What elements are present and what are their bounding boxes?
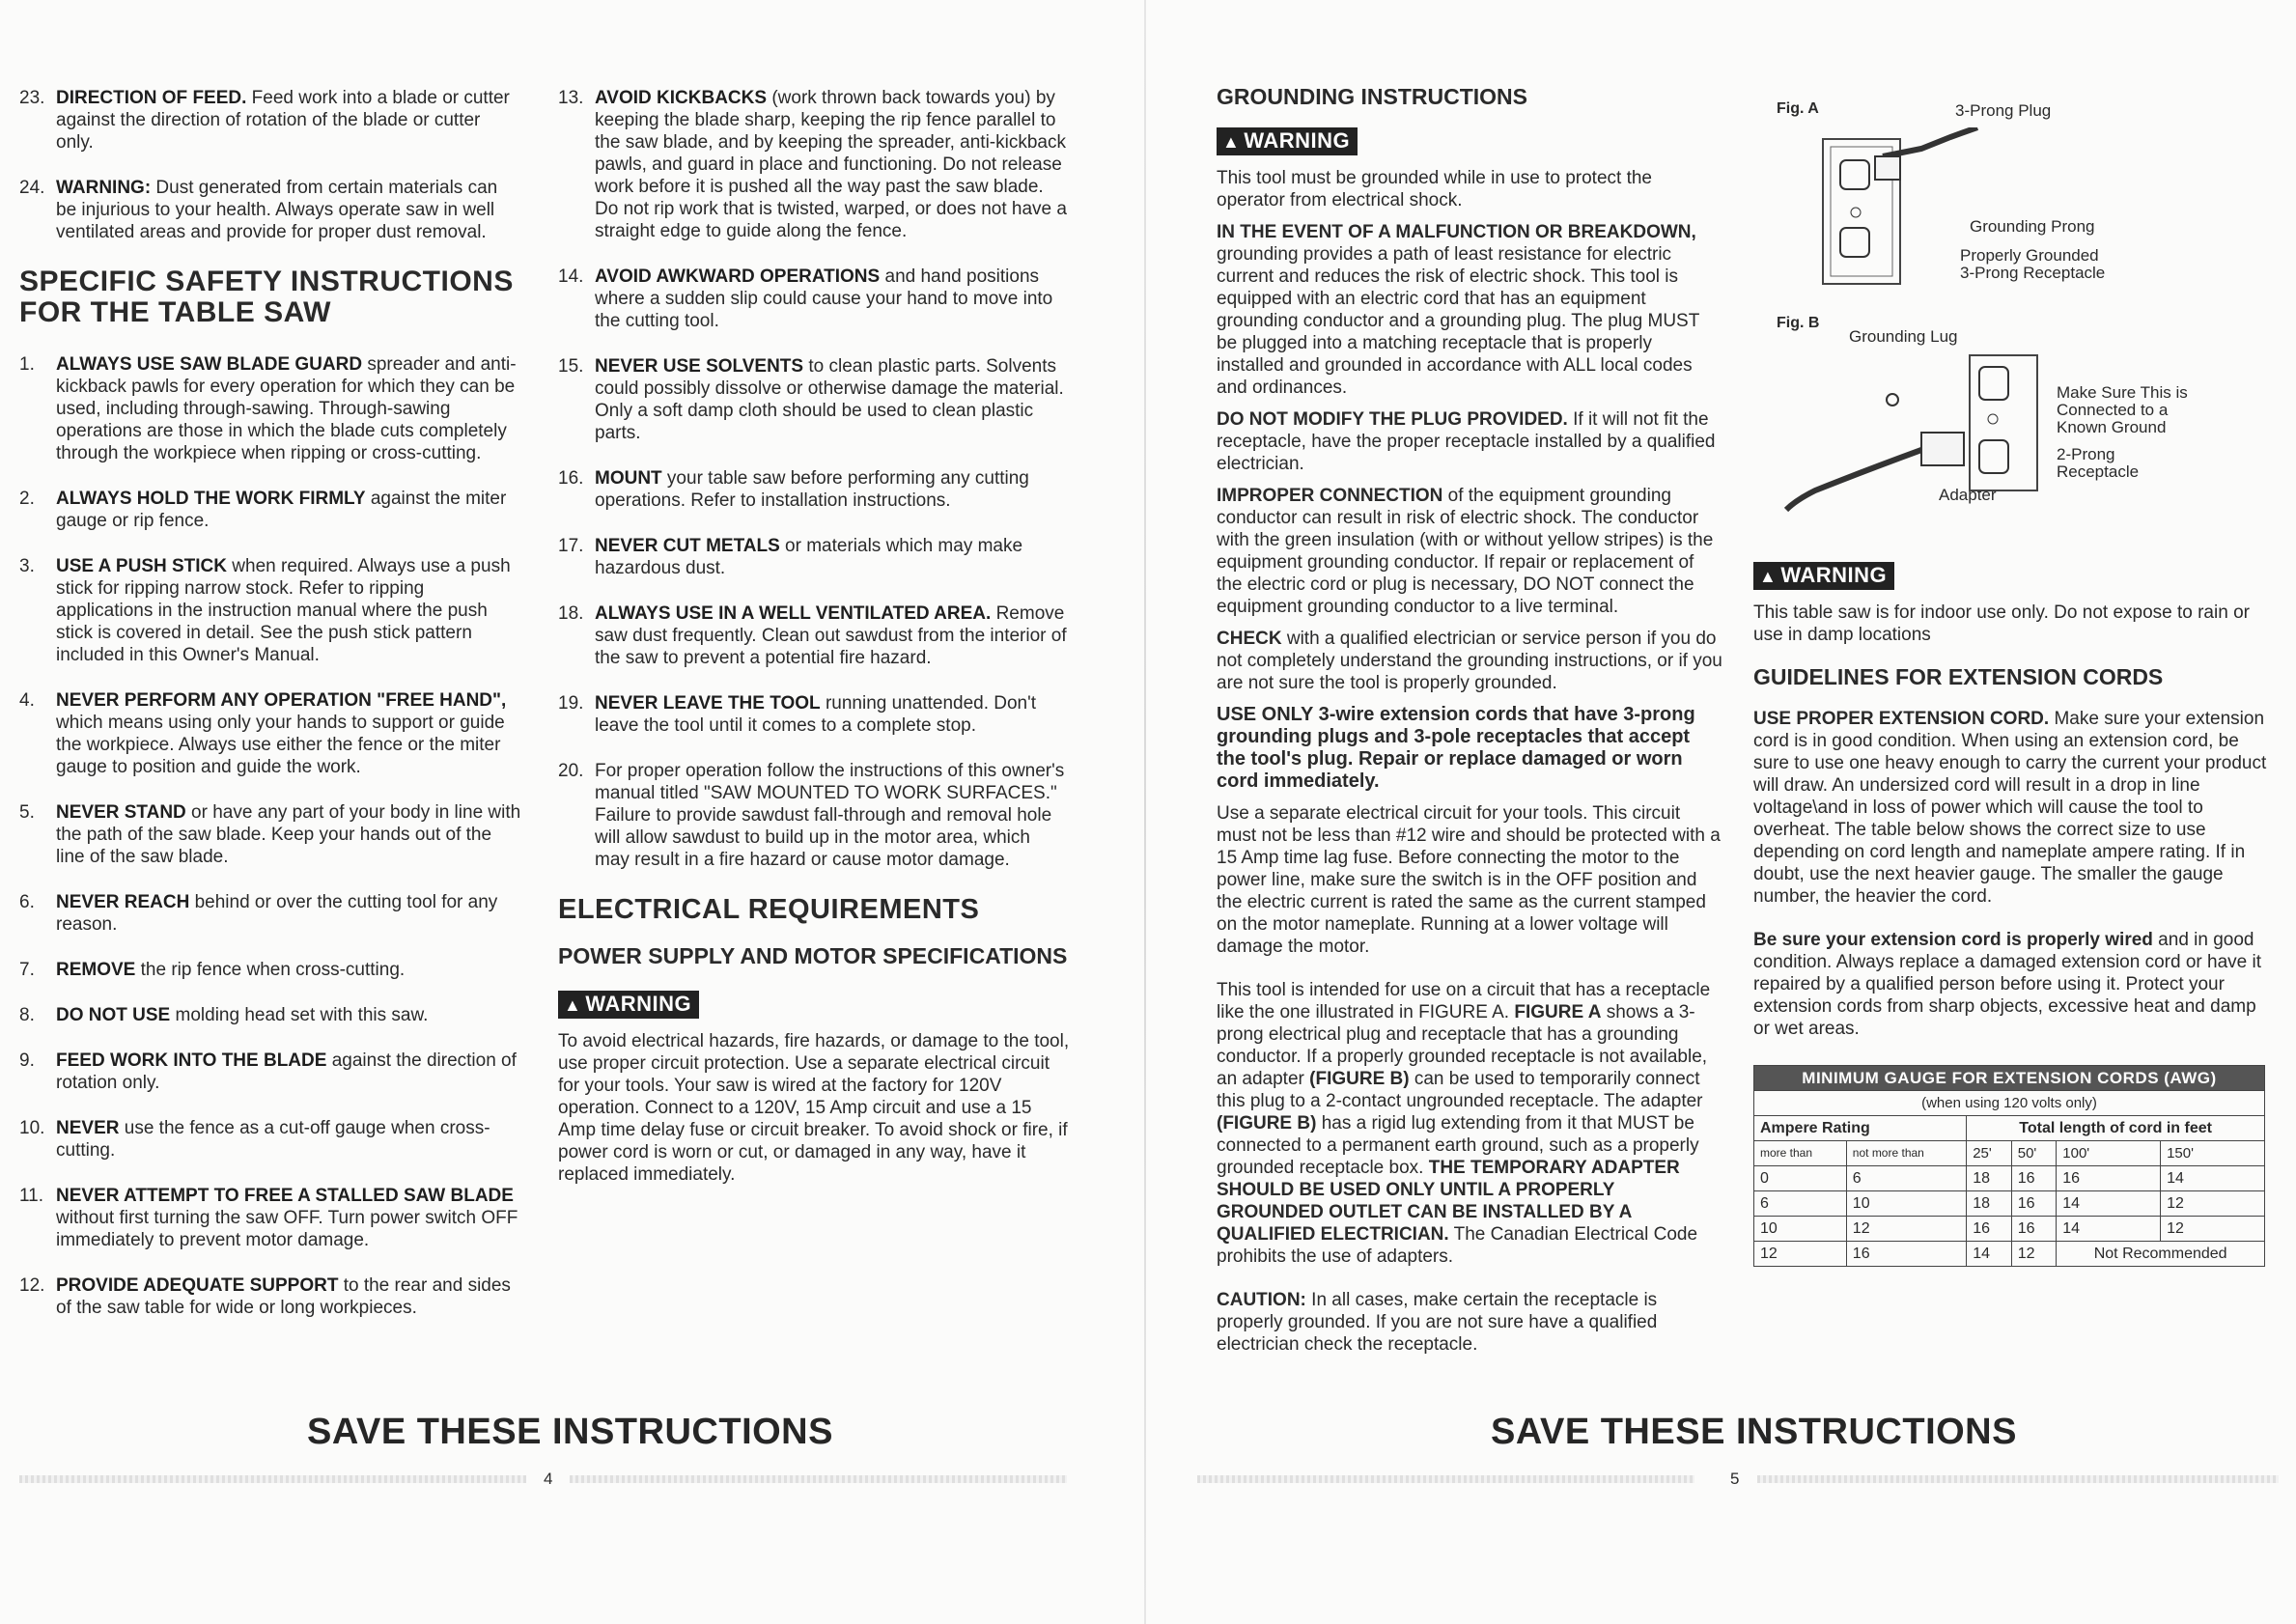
gauge-cell: 12 xyxy=(2161,1191,2265,1217)
rule-item xyxy=(558,602,1070,669)
rule-bold: NEVER CUT METALS xyxy=(595,536,780,556)
rule-number: 6. xyxy=(19,892,35,912)
electrical-requirements-heading: ELECTRICAL REQUIREMENTS xyxy=(558,894,980,925)
p8-text-i: The Canadian Electrical Code prohibits the use of adapters. xyxy=(1217,1224,1698,1267)
p8-text-c: shows a 3-prong electrical plug and receptacle that has a grounding conductor. If a properly grounded receptacle is not available, an adapter xyxy=(1217,1002,1708,1089)
gauge-row xyxy=(1754,1191,2265,1217)
fig-b-lug-label: Grounding Lug xyxy=(1849,327,1958,346)
gauge-row xyxy=(1754,1217,2265,1242)
gauge-cell: 12 xyxy=(1846,1217,1966,1242)
table-subtitle: (when using 120 volts only) xyxy=(1754,1091,2265,1116)
rule-text: and hand positions where a sudden slip could cause your hand to move into the cutting tool. xyxy=(595,266,1053,331)
p5-bold: CHECK xyxy=(1217,629,1282,649)
rule-text: running unattended. Don't leave the tool until it comes to a complete stop. xyxy=(595,693,1037,736)
caution-paragraph xyxy=(1217,1289,1723,1356)
gauge-cell: 16 xyxy=(1846,1242,1966,1267)
rule-number: 7. xyxy=(19,960,35,980)
guidelines-heading: GUIDELINES FOR EXTENSION CORDS xyxy=(1753,664,2164,689)
not-more-than-header: not more than xyxy=(1846,1141,1966,1166)
rule-text: when required. Always use a push stick for ripping narrow stock. Refer to ripping applications in the instruction manual where the push stick is covered in detail. See the push stick pattern included in this Owner's Manual. xyxy=(56,556,511,665)
specific-heading-line-2: FOR THE TABLE SAW xyxy=(19,296,331,328)
grounding-p4 xyxy=(1217,485,1723,618)
fig-b-label: Fig. B xyxy=(1777,315,1820,331)
amp-header: Ampere Rating xyxy=(1754,1116,1967,1141)
length-25: 25' xyxy=(1967,1141,2012,1166)
save-instructions-left: SAVE THESE INSTRUCTIONS xyxy=(307,1412,833,1452)
gauge-cell: 6 xyxy=(1846,1166,1966,1191)
gauge-cell: Not Recommended xyxy=(2057,1242,2265,1267)
rule-item xyxy=(19,87,521,154)
caution-bold: CAUTION: xyxy=(1217,1290,1306,1310)
fig-a-outlet-drawing xyxy=(1806,127,1979,321)
rule-number: 16. xyxy=(558,468,584,489)
p8-bold-f: (FIGURE B) xyxy=(1217,1113,1317,1134)
gauge-row xyxy=(1754,1166,2265,1191)
table-saw-rules-list-continued xyxy=(558,87,1070,871)
p8-text-e: can be used to temporarily connect this plug to a 2-contact ungrounded receptacle. The adapter xyxy=(1217,1069,1703,1111)
g1-text: Make sure your extension cord is in good condition. When using an extension cord, be sure to use one heavy enough to carry the current your product will draw. An undersized cord will result in a drop in line voltage\and in loss of power which will cause the tool to overheat. The table below shows the correct size to use depending on cord length and nameplate ampere rating. If in doubt, use the next heavier gauge. The smaller the gauge number, the heavier the cord. xyxy=(1753,709,2267,907)
left-column-1 xyxy=(19,87,521,1342)
grounding-p2 xyxy=(1217,221,1723,399)
rule-bold: AVOID KICKBACKS xyxy=(595,88,768,108)
length-150: 150' xyxy=(2161,1141,2265,1166)
gauge-cell: 16 xyxy=(2011,1191,2057,1217)
length-100: 100' xyxy=(2057,1141,2161,1166)
rule-item xyxy=(19,177,521,243)
rule-number: 3. xyxy=(19,556,35,576)
fig-a-plug-label: 3-Prong Plug xyxy=(1955,101,2052,120)
rule-bold: NEVER xyxy=(56,1118,120,1138)
rule-number: 5. xyxy=(19,802,35,823)
rule-item xyxy=(19,1117,521,1162)
caution-text: In all cases, make certain the receptacle is properly grounded. If you are not sure have a qualified electrician check the receptacle. xyxy=(1217,1290,1658,1355)
rule-number: 4. xyxy=(19,690,35,711)
rule-text: against the direction of rotation only. xyxy=(56,1050,517,1093)
rule-item xyxy=(558,266,1070,332)
fig-b-adapter-drawing xyxy=(1777,346,2057,519)
rule-number: 23. xyxy=(19,88,45,108)
rule-text: (work thrown back towards you) by keeping the blade sharp, keeping the rip fence parallel to the saw blade, and by keeping the spreader, anti-kickback pawls, and guard in place and functioning. Do not release work before it is pushed all the way past the saw blade. Do not rip work that is twisted, warped, or does not have a straight edge to guide along the fence. xyxy=(595,88,1067,241)
grounding-p7: Use a separate electrical circuit for your tools. This circuit must not be less than #12 wire and should be protected with a 15 Amp time lag fuse. Before connecting the motor to the power line, make sure the switch is in the OFF position and the electric current is rated the same as the current stamped on the motor nameplate. Running at a lower voltage will damage the motor. xyxy=(1217,803,1721,957)
rule-item xyxy=(558,692,1070,737)
gauge-cell: 16 xyxy=(2057,1166,2161,1191)
warning-label: WARNING xyxy=(1244,128,1351,153)
right-column-1 xyxy=(1217,77,1723,1365)
gauge-cell: 14 xyxy=(2057,1217,2161,1242)
rule-number: 9. xyxy=(19,1050,35,1071)
gauge-cell: 6 xyxy=(1754,1191,1847,1217)
fig-a-label: Fig. A xyxy=(1777,100,1819,117)
table-title: MINIMUM GAUGE FOR EXTENSION CORDS (AWG) xyxy=(1754,1066,2265,1091)
rule-bold: ALWAYS USE SAW BLADE GUARD xyxy=(56,354,363,375)
rule-item xyxy=(19,555,521,666)
rule-bold: NEVER USE SOLVENTS xyxy=(595,356,804,377)
rule-bold: DO NOT USE xyxy=(56,1005,171,1025)
rule-number: 20. xyxy=(558,761,584,781)
p8-text-g: has a rigid lug extending from it that MUST be connected to a permanent earth ground, such as a properly grounded receptacle box. xyxy=(1217,1113,1699,1178)
gauge-cell: 0 xyxy=(1754,1166,1847,1191)
rule-number: 19. xyxy=(558,693,584,714)
warning-label: WARNING xyxy=(585,992,692,1016)
rule-text: Feed work into a blade or cutter against the direction of rotation of the blade or cutter only. xyxy=(56,88,510,153)
gauge-cell: 12 xyxy=(2011,1242,2057,1267)
p8-bold-d: (FIGURE B) xyxy=(1309,1069,1410,1089)
gauge-cell: 16 xyxy=(1967,1217,2012,1242)
guidelines-p1 xyxy=(1753,708,2275,908)
guidelines-p2 xyxy=(1753,929,2275,1040)
rule-text: to clean plastic parts. Solvents could possibly dissolve or otherwise damage the material. Only a soft damp cloth should be used to clean plastic parts. xyxy=(595,356,1064,443)
rule-item xyxy=(19,353,521,464)
gauge-cell: 10 xyxy=(1846,1191,1966,1217)
p8-bold-b: FIGURE A xyxy=(1514,1002,1602,1022)
warning-triangle-icon: ▲ xyxy=(1759,567,1778,586)
length-50: 50' xyxy=(2011,1141,2057,1166)
rule-bold: ALWAYS USE IN A WELL VENTILATED AREA. xyxy=(595,603,992,624)
rule-bold: AVOID AWKWARD OPERATIONS xyxy=(595,266,881,287)
rule-text: to the rear and sides of the saw table for wide or long workpieces. xyxy=(56,1275,511,1318)
indoor-warning-text: This table saw is for indoor use only. Do not expose to rain or use in damp locations xyxy=(1753,602,2250,645)
rule-item xyxy=(19,1050,521,1094)
table-saw-rules-list xyxy=(19,353,521,1319)
rule-text: the rip fence when cross-cutting. xyxy=(135,960,406,980)
rule-item xyxy=(558,760,1070,871)
power-supply-heading: POWER SUPPLY AND MOTOR SPECIFICATIONS xyxy=(558,943,1068,968)
warning-triangle-icon: ▲ xyxy=(1222,132,1241,152)
gauge-rows xyxy=(1754,1166,2265,1267)
grounding-p8 xyxy=(1217,979,1723,1268)
warning-label: WARNING xyxy=(1780,563,1888,587)
p3-text: If it will not fit the receptacle, have the proper receptacle installed by a qualified electrician. xyxy=(1217,409,1716,474)
grounding-p6 xyxy=(1217,704,1723,793)
rule-number: 15. xyxy=(558,356,584,377)
length-header: Total length of cord in feet xyxy=(1967,1116,2265,1141)
gauge-cell: 10 xyxy=(1754,1217,1847,1242)
rule-text: or materials which may make hazardous dust. xyxy=(595,536,1023,578)
gauge-cell: 12 xyxy=(1754,1242,1847,1267)
p2-bold: IN THE EVENT OF A MALFUNCTION OR BREAKDOWN, xyxy=(1217,222,1696,242)
gauge-row xyxy=(1754,1242,2265,1267)
p4-bold: IMPROPER CONNECTION xyxy=(1217,486,1443,506)
rule-item xyxy=(19,959,521,981)
rule-text: spreader and anti-kickback pawls for every operation for which they can be used, including through-sawing. Through-sawing operations are those in which the blade cuts completely through the workpiece when ripping or cross-cutting. xyxy=(56,354,517,463)
rule-text: against the miter gauge or rip fence. xyxy=(56,489,507,531)
rule-text: Remove saw dust frequently. Clean out sawdust from the interior of the saw to prevent a potential fire hazard. xyxy=(595,603,1067,668)
rule-item xyxy=(558,87,1070,242)
grounding-p5 xyxy=(1217,628,1723,694)
rule-item xyxy=(558,355,1070,444)
grounding-p1: This tool must be grounded while in use to protect the operator from electrical shock. xyxy=(1217,168,1652,210)
rule-bold: NEVER REACH xyxy=(56,892,190,912)
indoor-warning-badge xyxy=(1753,562,1894,590)
gauge-cell: 16 xyxy=(2011,1217,2057,1242)
rule-bold: DIRECTION OF FEED. xyxy=(56,88,247,108)
rule-bold: USE A PUSH STICK xyxy=(56,556,228,576)
rule-item xyxy=(19,1274,521,1319)
rule-number: 12. xyxy=(19,1275,45,1296)
rule-bold: WARNING: xyxy=(56,178,152,198)
page-5 xyxy=(1139,0,2296,1624)
rule-item xyxy=(19,1004,521,1026)
g2-text: and in good condition. Always replace a damaged extension cord or have it repaired by a qualified person before using it. Protect your extension cords from sharp objects, excessive heat and damp or wet areas. xyxy=(1753,930,2261,1039)
specific-safety-heading xyxy=(19,266,521,328)
gauge-cell: 18 xyxy=(1967,1166,2012,1191)
general-rules-list xyxy=(19,87,521,243)
rule-bold: REMOVE xyxy=(56,960,136,980)
rule-text: your table saw before performing any cutting operations. Refer to installation instructions. xyxy=(595,468,1029,511)
gauge-cell: 18 xyxy=(1967,1191,2012,1217)
rule-number: 11. xyxy=(19,1186,44,1206)
left-column-2 xyxy=(558,87,1070,1195)
more-than-header: more than xyxy=(1754,1141,1847,1166)
g1-bold: USE PROPER EXTENSION CORD. xyxy=(1753,709,2050,729)
rule-bold: NEVER STAND xyxy=(56,802,186,823)
gauge-cell: 14 xyxy=(1967,1242,2012,1267)
gauge-cell: 12 xyxy=(2161,1217,2265,1242)
p8-text-a: This tool is intended for use on a circuit that has a receptacle like the one illustrated in FIGURE A. xyxy=(1217,980,1711,1022)
gauge-cell: 14 xyxy=(2057,1191,2161,1217)
rule-bold: MOUNT xyxy=(595,468,662,489)
rule-bold: PROVIDE ADEQUATE SUPPORT xyxy=(56,1275,339,1296)
fig-b-adapter-label: Adapter xyxy=(1939,486,1997,504)
fig-b-make-sure-label: Make Sure This is Connected to a Known Ground xyxy=(2057,383,2188,436)
rule-text: without first turning the saw OFF. Turn power switch OFF immediately to prevent motor damage. xyxy=(56,1208,518,1250)
rule-number: 8. xyxy=(19,1005,35,1025)
rule-text: For proper operation follow the instructions of this owner's manual titled "SAW MOUNTED TO WORK SURFACES." Failure to provide sawdust fall-through and removal hole will allow sawdust to build up in the motor area, which may result in a fire hazard or cause motor damage. xyxy=(595,761,1065,870)
rule-bold: FEED WORK INTO THE BLADE xyxy=(56,1050,327,1071)
page-number-5: 5 xyxy=(1730,1470,1740,1488)
fig-b-receptacle-label: 2-Prong Receptacle xyxy=(2057,445,2140,481)
save-instructions-right: SAVE THESE INSTRUCTIONS xyxy=(1491,1412,2017,1452)
grounding-p3 xyxy=(1217,408,1723,475)
rule-number: 24. xyxy=(19,178,45,198)
folio-band-left-b xyxy=(570,1475,1067,1483)
g2-bold: Be sure your extension cord is properly wired xyxy=(1753,930,2153,950)
rule-number: 17. xyxy=(558,536,584,556)
folio-band-left-a xyxy=(19,1475,526,1483)
rule-text: Dust generated from certain materials can be injurious to your health. Always operate saw in well ventilated areas and provide for proper dust removal. xyxy=(56,178,498,242)
rule-number: 1. xyxy=(19,354,35,375)
extension-cord-gauge-table xyxy=(1753,1065,2265,1267)
rule-item xyxy=(19,891,521,936)
fig-a-prong-label: Grounding Prong xyxy=(1970,217,2095,236)
rule-item xyxy=(19,689,521,778)
rule-text: or have any part of your body in line with the path of the saw blade. Keep your hands out of the line of the saw blade. xyxy=(56,802,521,867)
p5-text: with a qualified electrician or service person if you do not completely understand the grounding instructions, or if you are not sure the tool is properly grounded. xyxy=(1217,629,1722,693)
grounding-warning-badge xyxy=(1217,127,1358,155)
rule-text: molding head set with this saw. xyxy=(170,1005,429,1025)
rule-bold: NEVER LEAVE THE TOOL xyxy=(595,693,821,714)
p4-text: of the equipment grounding conductor can result in risk of electric shock. The conductor with the green insulation (with or without yellow stripes) is the equipment grounding conductor. If repair or replacement of the electric cord or plug is necessary, DO NOT connect the equipment grounding conductor to a live terminal. xyxy=(1217,486,1714,617)
folio-band-right-a xyxy=(1197,1475,1694,1483)
specific-heading-line-1: SPECIFIC SAFETY INSTRUCTIONS xyxy=(19,266,514,297)
p2-text: grounding provides a path of least resistance for electric current and reduces the risk of electric shock. This tool is equipped with an electric cord that has an equipment grounding conductor and a grounding plug. The plug MUST be plugged into a matching receptacle that is properly installed and grounded in accordance with ALL local codes and ordinances. xyxy=(1217,244,1699,398)
p6-bold: USE ONLY 3-wire extension cords that have 3-prong grounding plugs and 3-pole receptacles that accept the tool's plug. Repair or replace damaged or worn cord immediately. xyxy=(1217,704,1695,792)
page-4 xyxy=(0,0,1139,1624)
warning-triangle-icon: ▲ xyxy=(564,995,582,1015)
rule-item xyxy=(19,801,521,868)
indoor-warning-block xyxy=(1753,558,2275,1267)
rule-text: which means using only your hands to support or guide the workpiece. Always use either the fence or the miter gauge to position and guide the work. xyxy=(56,713,505,777)
rule-item xyxy=(558,467,1070,512)
folio-band-right-b xyxy=(1757,1475,2279,1483)
grounding-heading: GROUNDING INSTRUCTIONS xyxy=(1217,84,1527,109)
figure-area xyxy=(1777,93,2279,518)
page-number-4: 4 xyxy=(544,1470,553,1488)
rule-text: use the fence as a cut-off gauge when cross-cutting. xyxy=(56,1118,490,1161)
rule-number: 10. xyxy=(19,1118,45,1138)
rule-number: 13. xyxy=(558,88,584,108)
fig-a-receptacle-label: Properly Grounded 3-Prong Receptacle xyxy=(1960,246,2106,282)
warning-badge xyxy=(558,991,699,1019)
rule-number: 2. xyxy=(19,489,35,509)
rule-number: 18. xyxy=(558,603,584,624)
gauge-cell: 16 xyxy=(2011,1166,2057,1191)
electrical-paragraph: To avoid electrical hazards, fire hazards, or damage to the tool, use proper circuit protection. Use a separate electrical circuit for your tools. Your saw is wired at the factory for 120V operation. Connect to a 120V, 15 Amp circuit and use a 15 Amp time delay fuse or circuit breaker. To avoid shock or fire, if power cord is worn or cut, or damaged in any way, have it replaced immediately. xyxy=(558,1031,1070,1185)
rule-item xyxy=(19,1185,521,1251)
rule-text: behind or over the cutting tool for any reason. xyxy=(56,892,498,935)
p8-bold-h: THE TEMPORARY ADAPTER SHOULD BE USED ONLY UNTIL A PROPERLY GROUNDED OUTLET CAN BE INSTALLED BY A QUALIFIED ELECTRICIAN. xyxy=(1217,1158,1680,1245)
rule-item xyxy=(558,535,1070,579)
rule-item xyxy=(19,488,521,532)
p3-bold: DO NOT MODIFY THE PLUG PROVIDED. xyxy=(1217,409,1568,430)
rule-bold: NEVER ATTEMPT TO FREE A STALLED SAW BLADE xyxy=(56,1186,514,1206)
rule-bold: ALWAYS HOLD THE WORK FIRMLY xyxy=(56,489,366,509)
rule-bold: NEVER PERFORM ANY OPERATION "FREE HAND", xyxy=(56,690,507,711)
gauge-cell: 14 xyxy=(2161,1166,2265,1191)
rule-number: 14. xyxy=(558,266,584,287)
